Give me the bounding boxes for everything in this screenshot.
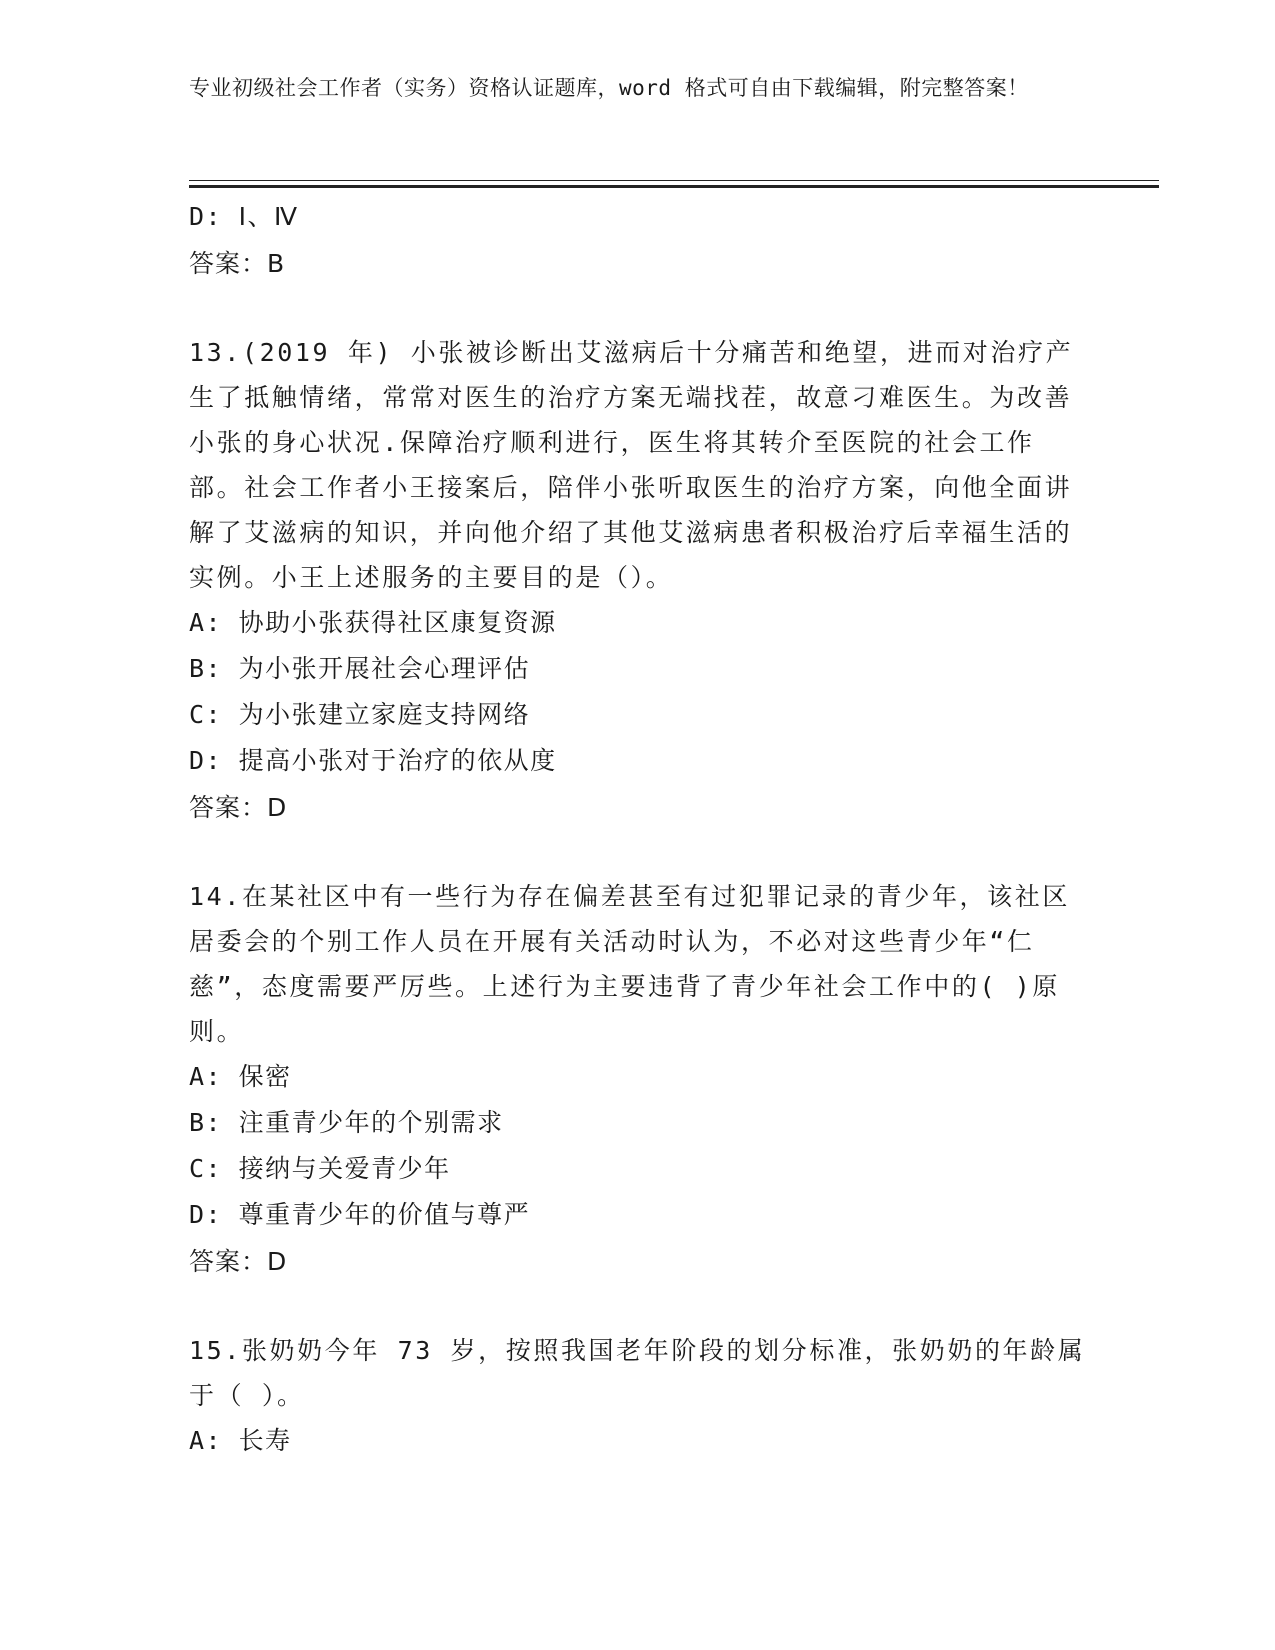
header-divider-thin [189, 180, 1159, 181]
option-a: A: 长寿 [189, 1426, 292, 1455]
page-header: 专业初级社会工作者（实务）资格认证题库，word 格式可自由下载编辑，附完整答案！ [189, 76, 1029, 100]
prev-answer: 答案：B [189, 249, 286, 278]
question-content [189, 194, 1089, 1464]
option-c: C: 接纳与关爱青少年 [189, 1154, 451, 1183]
spacer [189, 288, 1089, 330]
question-14 [189, 874, 1089, 1286]
answer: 答案：D [189, 793, 288, 822]
header-divider-thick [189, 185, 1159, 188]
spacer [189, 1286, 1089, 1328]
spacer [189, 832, 1089, 874]
answer: 答案：D [189, 1247, 288, 1276]
option-d: D: 提高小张对于治疗的依从度 [189, 746, 557, 775]
question-text: 14.在某社区中有一些行为存在偏差甚至有过犯罪记录的青少年，该社区居委会的个别工作人员在开展有关活动时认为，不必对这些青少年“仁慈”，态度需要严厉些。上述行为主要违背了青少年社会工作中的( )原则。 [189, 882, 1070, 1046]
prev-option-d: D: Ⅰ、Ⅳ [189, 202, 299, 231]
option-b: B: 为小张开展社会心理评估 [189, 654, 531, 683]
option-d: D: 尊重青少年的价值与尊严 [189, 1200, 531, 1229]
question-13 [189, 330, 1089, 832]
question-15 [189, 1328, 1089, 1464]
option-c: C: 为小张建立家庭支持网络 [189, 700, 531, 729]
option-a: A: 协助小张获得社区康复资源 [189, 608, 557, 637]
option-a: A: 保密 [189, 1062, 292, 1091]
question-text: 15.张奶奶今年 73 岁，按照我国老年阶段的划分标准，张奶奶的年龄属于（ ）。 [189, 1336, 1086, 1410]
question-text: 13.(2019 年) 小张被诊断出艾滋病后十分痛苦和绝望，进而对治疗产生了抵触情绪，常常对医生的治疗方案无端找茬，故意刁难医生。为改善小张的身心状况.保障治疗顺利进行，医生将其转介至医院的社会工作部。社会工作者小王接案后，陪伴小张听取医生的治疗方案，向他全面讲解了艾滋病的知识，并向他介绍了其他艾滋病患者积极治疗后幸福生活的实例。小王上述服务的主要目的是（）。 [189, 338, 1074, 592]
option-b: B: 注重青少年的个别需求 [189, 1108, 504, 1137]
